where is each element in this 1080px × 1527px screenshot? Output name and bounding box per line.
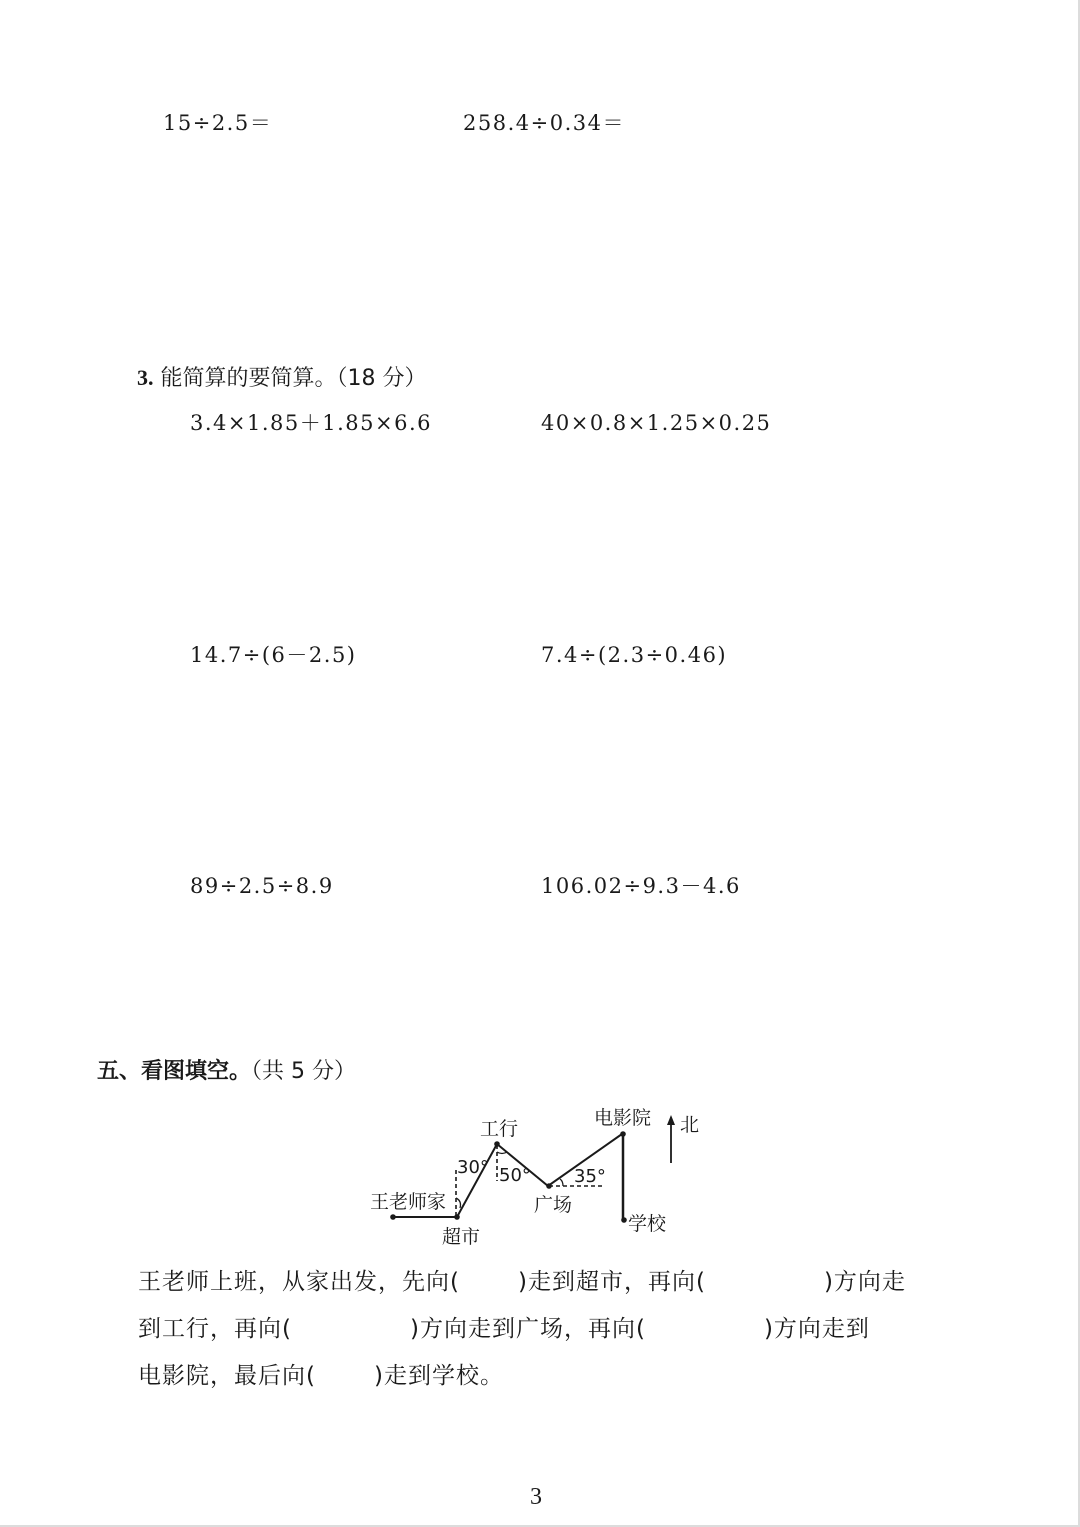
angle-50: 50° [499,1165,531,1186]
text-segment: 到工行，再向( [138,1316,292,1342]
label-home: 王老师家 [370,1191,447,1213]
fill-text-line-3 [138,1365,504,1388]
angle-30: 30° [457,1157,489,1178]
fill-text-line-2 [138,1318,870,1341]
text-segment: )走到学校。 [373,1363,504,1389]
angle-35: 35° [574,1166,606,1187]
simplify-expression-3: 14.7÷(6－2.5) [190,643,357,667]
label-supermarket: 超市 [442,1226,481,1248]
simplify-expression-4: 7.4÷(2.3÷0.46) [541,643,728,667]
simplify-expression-1: 3.4×1.85＋1.85×6.6 [190,411,433,435]
question-points: （18 分） [336,366,427,391]
label-north: 北 [680,1114,700,1136]
question-3-heading [137,367,427,390]
simplify-expression-5: 89÷2.5÷8.9 [190,874,334,898]
section-title: 五、看图填空。 [97,1059,252,1084]
section-points: （共 5 分） [251,1059,356,1084]
text-segment: )方向走到 [763,1316,870,1342]
text-segment: )走到超市，再向( [517,1269,706,1295]
question-title: 能简算的要简算。 [160,366,337,391]
section-5-heading [97,1061,356,1083]
label-school: 学校 [628,1213,667,1235]
page-number: 3 [530,1484,542,1510]
route-diagram [360,1100,720,1260]
simplify-expression-6: 106.02÷9.3－4.6 [541,874,741,898]
text-segment: 王老师上班，从家出发，先向( [138,1269,460,1295]
simplify-expression-2: 40×0.8×1.25×0.25 [541,411,772,435]
question-number: 3. [137,365,154,390]
label-cinema: 电影院 [594,1107,652,1129]
text-segment: 电影院，最后向( [138,1363,316,1389]
label-bank: 工行 [480,1118,519,1140]
text-segment: )方向走到广场，再向( [409,1316,646,1342]
text-segment: )方向走 [823,1269,906,1295]
label-square: 广场 [534,1194,573,1216]
expression-division-2: 258.4÷0.34＝ [463,111,625,135]
fill-text-line-1 [138,1271,906,1294]
expression-division-1: 15÷2.5＝ [163,111,273,135]
